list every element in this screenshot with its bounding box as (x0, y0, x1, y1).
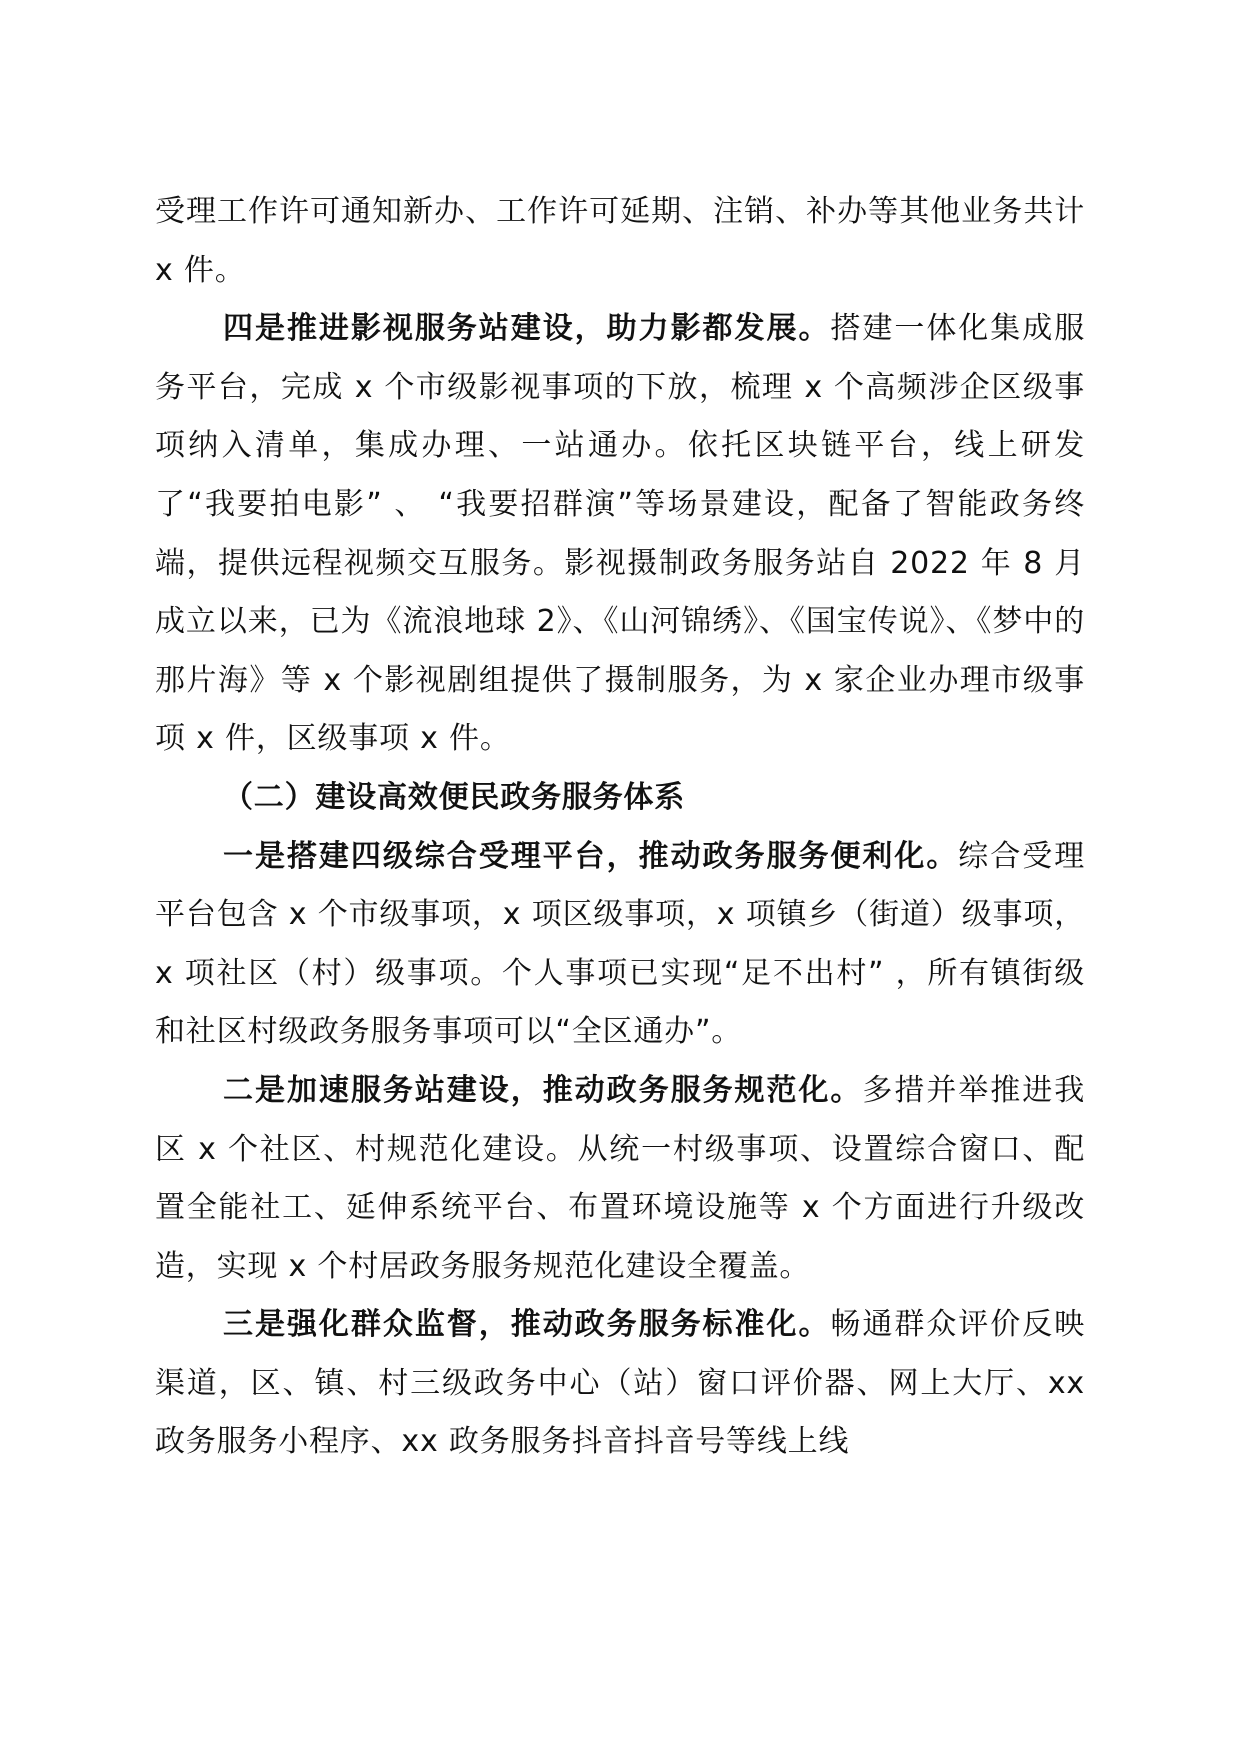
intro-text: 受理工作许可通知新办、工作许可延期、注销、补办等其他业务共计 x 件。 (155, 194, 1085, 288)
service-station-paragraph (155, 1062, 1085, 1296)
section-heading: （二）建设高效便民政务服务体系 (223, 779, 685, 815)
supervision-paragraph (155, 1296, 1085, 1472)
film-service-paragraph (155, 300, 1085, 769)
film-service-lead: 四是推进影视服务站建设，助力影都发展。 (223, 311, 831, 347)
platform-paragraph (155, 828, 1085, 1062)
intro-paragraph (155, 183, 1085, 300)
film-service-body: 搭建一体化集成服务平台，完成 x 个市级影视事项的下放，梳理 x 个高频涉企区级事项纳入清单，集成办理、一站通办。依托区块链平台，线上研发了“我要拍电影” 、 “我要招群演”等场景建设，配备了智能政务终端，提供远程视频交互服务。影视摄制政务服务站自 2022 年 8 月成立以来，已为《流浪地球 2》、《山河锦绣》、《国宝传说》、《梦中的那片海》等 x 个影视剧组提供了摄制服务，为 x 家企业办理市级事项 x 件，区级事项 x 件。 (155, 311, 1086, 757)
supervision-body: 畅通群众评价反映渠道，区、镇、村三级政务中心（站）窗口评价器、网上大厅、xx 政务服务小程序、xx 政务服务抖音抖音号等线上线 (155, 1307, 1086, 1460)
document-page (155, 183, 1085, 1472)
supervision-lead: 三是强化群众监督，推动政务服务标准化。 (223, 1307, 831, 1343)
platform-lead: 一是搭建四级综合受理平台，推动政务服务便利化。 (223, 838, 959, 874)
service-station-body: 多措并举推进我区 x 个社区、村规范化建设。从统一村级事项、设置综合窗口、配置全能社工、延伸系统平台、布置环境设施等 x 个方面进行升级改造，实现 x 个村居政务服务规范化建设全覆盖。 (155, 1072, 1086, 1284)
service-station-lead: 二是加速服务站建设，推动政务服务规范化。 (223, 1072, 863, 1108)
platform-body: 综合受理平台包含 x 个市级事项，x 项区级事项，x 项镇乡（街道）级事项，x 项社区（村）级事项。个人事项已实现“足不出村” ，所有镇街级和社区村级政务服务事项可以“全区通办”。 (155, 838, 1086, 1050)
